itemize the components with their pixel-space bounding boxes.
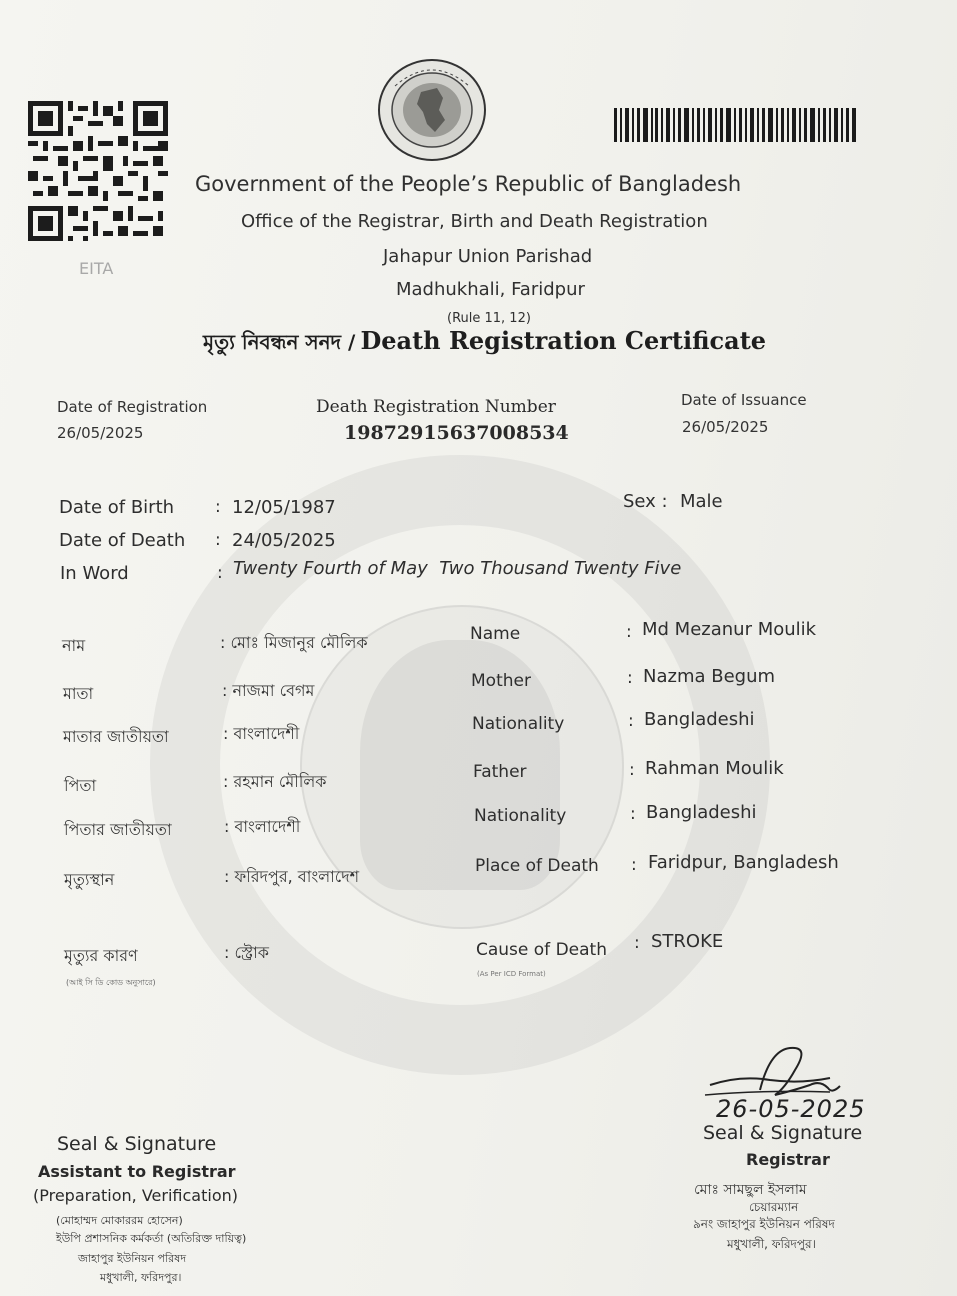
name-colon: : [626, 622, 632, 642]
left-stamp-line2: ইউপি প্রশাসনিক কর্মকর্তা (অতিরিক্ত দায়িত্ব) [56, 1232, 247, 1245]
bn-cause-of-death-value [224, 940, 269, 967]
title-english: Death Registration Certificate [360, 326, 767, 355]
date-of-issuance-label: Date of Issuance [681, 391, 807, 409]
dod-colon: : [215, 530, 221, 550]
date-of-issuance-value: 26/05/2025 [682, 418, 769, 436]
cause-of-death-note: (As Per ICD Format) [477, 970, 546, 978]
father-nationality-label: Nationality [474, 806, 567, 826]
right-stamp-line4: মধুখালী, ফরিদপুর। [727, 1237, 816, 1251]
bn-mother-nationality-label: মাতার জাতীয়তা [63, 727, 169, 746]
header-location: Madhukhali, Faridpur [396, 279, 585, 300]
sex-value: Male [680, 491, 723, 512]
in-word-label: In Word [60, 563, 129, 584]
bn-cause-text: স্ট্রোক [234, 943, 269, 962]
date-of-birth-label: Date of Birth [59, 497, 175, 518]
bn-name-label: নাম [62, 636, 86, 655]
bn-father-colon: : [223, 772, 229, 791]
bn-mother-nationality-value [223, 721, 299, 748]
bn-father-nat-colon: : [224, 817, 230, 836]
header-rule: (Rule 11, 12) [447, 311, 531, 326]
date-of-birth-value: 12/05/1987 [232, 497, 336, 518]
place-of-death-colon: : [631, 855, 637, 875]
bn-father-text: রহমান মৌলিক [233, 772, 327, 791]
left-stamp-line1: (মোহাম্মদ মোকাররম হোসেন) [56, 1214, 183, 1227]
header-government: Government of the People’s Republic of Bangladesh [195, 172, 742, 196]
bn-place-of-death-value [224, 864, 359, 891]
bn-cause-colon: : [224, 943, 230, 962]
date-of-death-label: Date of Death [59, 530, 186, 551]
in-word-colon: : [217, 563, 223, 583]
mother-nationality-colon: : [628, 711, 634, 731]
father-value: Rahman Moulik [645, 758, 784, 779]
name-label: Name [470, 624, 521, 644]
cause-of-death-label: Cause of Death [476, 940, 607, 960]
registrar-role: Registrar [746, 1150, 830, 1169]
death-registration-number-label: Death Registration Number [316, 397, 556, 417]
bn-father-label: পিতা [64, 776, 97, 795]
header-union: Jahapur Union Parishad [383, 246, 593, 267]
bn-place-text: ফরিদপুর, বাংলাদেশ [234, 867, 360, 886]
bn-mother-value [222, 678, 314, 705]
father-nationality-colon: : [630, 804, 636, 824]
bn-mother-label: মাতা [63, 684, 94, 703]
assistant-registrar-duty: (Preparation, Verification) [33, 1186, 238, 1205]
name-value: Md Mezanur Moulik [642, 619, 817, 640]
barcode-icon [614, 108, 858, 142]
cause-of-death-value: STROKE [651, 931, 724, 952]
bn-father-nationality-value [224, 814, 300, 841]
date-of-registration-label: Date of Registration [57, 398, 208, 416]
bn-place-colon: : [224, 867, 230, 886]
bn-name-colon: : [220, 633, 226, 652]
mother-colon: : [627, 668, 633, 688]
certificate-title [203, 326, 766, 361]
registrar-signed-date: 26-05-2025 [716, 1095, 866, 1123]
mother-nationality-value: Bangladeshi [644, 709, 755, 730]
bn-mother-nat-text: বাংলাদেশী [233, 724, 300, 743]
bn-cause-of-death-label: মৃত্যুর কারণ [64, 946, 138, 965]
in-word-value: Twenty Fourth of May Two Thousand Twenty Five [233, 558, 682, 579]
bn-cause-note: (আই সি ডি কোড অনুসারে) [66, 978, 156, 987]
sex-label: Sex : [623, 491, 668, 512]
date-of-registration-value: 26/05/2025 [57, 424, 144, 442]
bn-name-text: মোঃ মিজানুর মৌলিক [230, 633, 368, 652]
bn-name-value [220, 630, 368, 657]
bn-place-of-death-label: মৃত্যুস্থান [64, 870, 115, 889]
mother-value: Nazma Begum [643, 666, 776, 687]
father-label: Father [473, 762, 527, 782]
bn-mother-colon: : [222, 681, 228, 700]
bn-mother-nat-colon: : [223, 724, 229, 743]
place-of-death-label: Place of Death [475, 856, 599, 876]
government-emblem-icon [377, 58, 487, 162]
left-stamp-line3: জাহাপুর ইউনিয়ন পরিষদ [78, 1252, 187, 1265]
qr-caption: EITA [79, 259, 114, 278]
right-stamp-line3: ৯নং জাহাপুর ইউনিয়ন পরিষদ [693, 1217, 835, 1231]
left-seal-signature-heading: Seal & Signature [57, 1133, 217, 1155]
father-nationality-value: Bangladeshi [646, 802, 757, 823]
cause-of-death-colon: : [634, 933, 640, 953]
mother-nationality-label: Nationality [472, 714, 565, 734]
right-stamp-line2: চেয়ারম্যান [749, 1200, 799, 1214]
bn-mother-text: নাজমা বেগম [232, 681, 315, 700]
bn-father-nationality-label: পিতার জাতীয়তা [64, 820, 172, 839]
left-stamp-line4: মধুখালী, ফরিদপুর। [100, 1271, 182, 1284]
dob-colon: : [215, 497, 221, 517]
title-bangla: মৃত্যু নিবন্ধন সনদ / [203, 330, 356, 354]
place-of-death-value: Faridpur, Bangladesh [648, 852, 839, 873]
header-office: Office of the Registrar, Birth and Death Registration [241, 211, 708, 232]
bn-father-nat-text: বাংলাদেশী [234, 817, 301, 836]
date-of-death-value: 24/05/2025 [232, 530, 336, 551]
father-colon: : [629, 760, 635, 780]
right-seal-signature-heading: Seal & Signature [703, 1122, 863, 1144]
assistant-registrar-role: Assistant to Registrar [38, 1162, 236, 1181]
right-stamp-line1: মোঃ সামছুল ইসলাম [694, 1182, 807, 1198]
qr-code-icon [28, 100, 168, 242]
bn-father-value [223, 769, 327, 796]
death-registration-number-value: 19872915637008534 [344, 422, 569, 444]
mother-label: Mother [471, 671, 531, 691]
